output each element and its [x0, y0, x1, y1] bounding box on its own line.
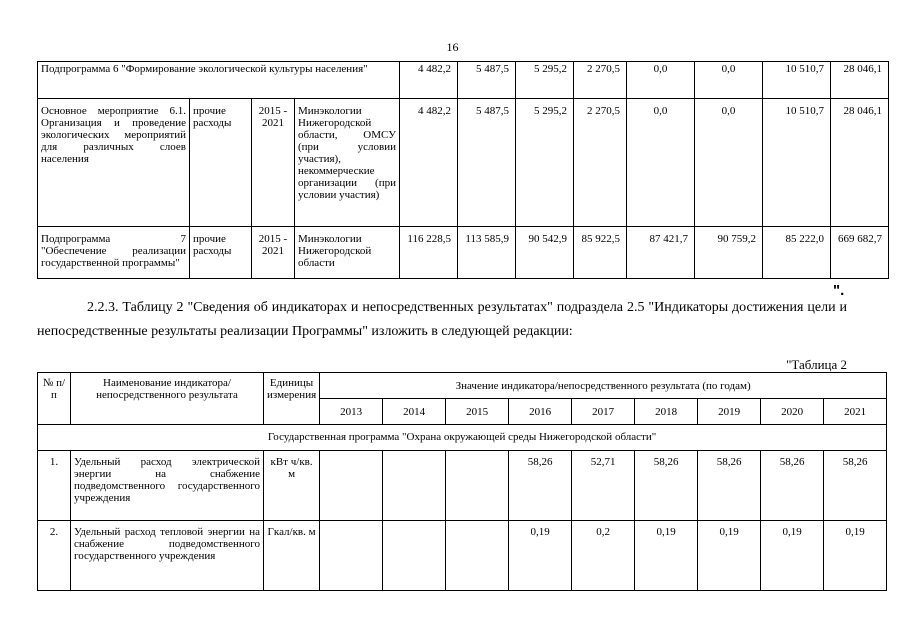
row-name: Основное мероприятие 6.1. Организация и проведение экологических мероприятий для различных слоев населения: [38, 99, 190, 227]
table-row: [38, 227, 889, 279]
value-cell: 116 228,5: [400, 227, 458, 279]
executor: Минэкологии Нижегородской области: [295, 227, 400, 279]
header-unit: Единицы измерения: [264, 373, 320, 425]
value-cell: [383, 451, 446, 521]
value-cell: 0,0: [695, 99, 763, 227]
indicators-table: [37, 372, 887, 591]
value-cell: 5 295,2: [516, 62, 574, 99]
value-cell: 5 487,5: [458, 99, 516, 227]
year-header: 2020: [761, 399, 824, 425]
value-cell: 669 682,7: [831, 227, 889, 279]
year-header: 2017: [572, 399, 635, 425]
year-header: 2014: [383, 399, 446, 425]
value-cell: 113 585,9: [458, 227, 516, 279]
year-header: 2016: [509, 399, 572, 425]
value-cell: 0,0: [627, 99, 695, 227]
value-cell: 5 295,2: [516, 99, 574, 227]
value-cell: 52,71: [572, 451, 635, 521]
page-number: 16: [446, 40, 459, 54]
value-cell: 0,19: [635, 521, 698, 591]
period: 2015 - 2021: [252, 227, 295, 279]
year-header: 2015: [446, 399, 509, 425]
header-name: Наименование индикатора/непосредственного результата: [71, 373, 264, 425]
value-cell: 0,19: [698, 521, 761, 591]
indicator-name: Удельный расход тепловой энергии на снабжение подведомственного государственного учреждения: [71, 521, 264, 591]
unit: кВт ч/кв. м: [264, 451, 320, 521]
group-title: Государственная программа "Охрана окружающей среды Нижегородской области": [38, 425, 887, 451]
row-name: Подпрограмма 7 "Обеспечение реализации государственной программы": [38, 227, 190, 279]
row-name: Подпрограмма 6 "Формирование экологической культуры населения": [38, 62, 400, 99]
value-cell: 0,2: [572, 521, 635, 591]
value-cell: [446, 451, 509, 521]
value-cell: 10 510,7: [763, 62, 831, 99]
table-row: [38, 99, 889, 227]
value-cell: 0,19: [824, 521, 887, 591]
expense-kind: прочие расходы: [190, 227, 252, 279]
year-header: 2013: [320, 399, 383, 425]
value-cell: 4 482,2: [400, 62, 458, 99]
value-cell: 87 421,7: [627, 227, 695, 279]
executor: Минэкологии Нижегородской области, ОМСУ (при условии участия), некоммерческие организации (при условии участия): [295, 99, 400, 227]
table-row: [38, 62, 889, 99]
value-cell: [383, 521, 446, 591]
value-cell: 2 270,5: [574, 62, 627, 99]
value-cell: 5 487,5: [458, 62, 516, 99]
period: 2015 - 2021: [252, 99, 295, 227]
value-cell: 28 046,1: [831, 62, 889, 99]
expense-kind: прочие расходы: [190, 99, 252, 227]
header-num: № п/п: [38, 373, 71, 425]
value-cell: 2 270,5: [574, 99, 627, 227]
body-paragraph: 2.2.3. Таблицу 2 "Сведения об индикаторах и непосредственных результатах" подраздела 2.5 "Индикаторы достижения цели и непосредственные результаты реализации Программы" изложить в следующей редакции:: [37, 300, 847, 339]
group-row: [38, 425, 887, 451]
table-row: [38, 451, 887, 521]
table-row: [38, 521, 887, 591]
header-row: [38, 373, 887, 399]
value-cell: 4 482,2: [400, 99, 458, 227]
year-header: 2018: [635, 399, 698, 425]
financing-table: [37, 61, 889, 279]
closing-quote: ".: [833, 282, 845, 299]
value-cell: 58,26: [824, 451, 887, 521]
year-header: 2021: [824, 399, 887, 425]
unit: Гкал/кв. м: [264, 521, 320, 591]
row-num: 2.: [38, 521, 71, 591]
value-cell: 85 922,5: [574, 227, 627, 279]
value-cell: 58,26: [698, 451, 761, 521]
value-cell: [320, 521, 383, 591]
table-caption: "Таблица 2: [786, 357, 847, 372]
value-cell: 90 759,2: [695, 227, 763, 279]
value-cell: 0,19: [761, 521, 824, 591]
value-cell: [446, 521, 509, 591]
value-cell: 58,26: [761, 451, 824, 521]
value-cell: 58,26: [635, 451, 698, 521]
value-cell: 10 510,7: [763, 99, 831, 227]
value-cell: 90 542,9: [516, 227, 574, 279]
value-cell: 0,0: [695, 62, 763, 99]
value-cell: 0,19: [509, 521, 572, 591]
header-values: Значение индикатора/непосредственного результата (по годам): [320, 373, 887, 399]
value-cell: 0,0: [627, 62, 695, 99]
row-num: 1.: [38, 451, 71, 521]
value-cell: 85 222,0: [763, 227, 831, 279]
indicator-name: Удельный расход электрической энергии на снабжение подведомственного государственного учреждения: [71, 451, 264, 521]
value-cell: [320, 451, 383, 521]
value-cell: 28 046,1: [831, 99, 889, 227]
year-header: 2019: [698, 399, 761, 425]
value-cell: 58,26: [509, 451, 572, 521]
